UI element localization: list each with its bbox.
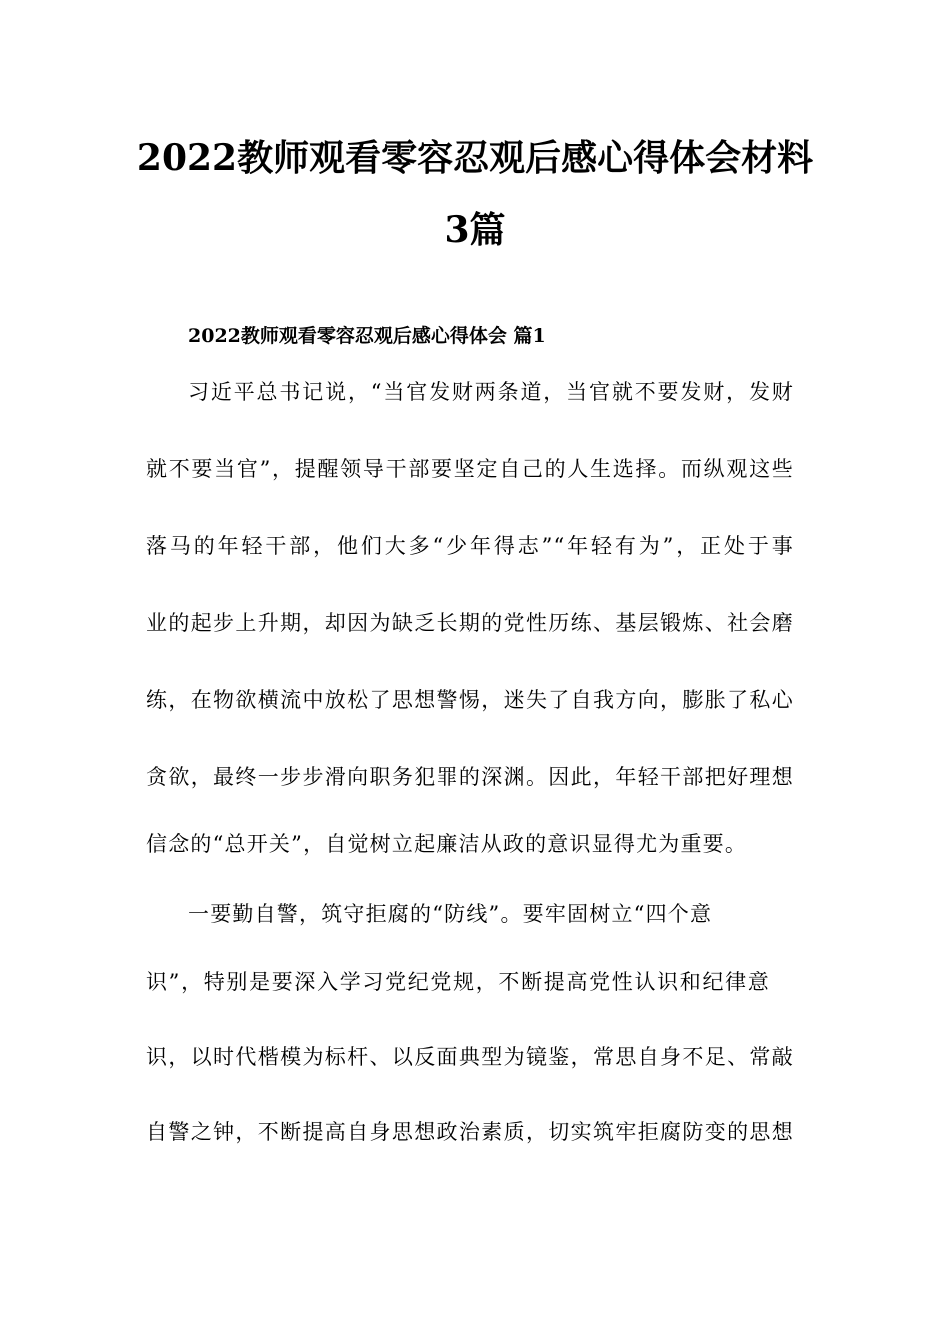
paragraph-2-line-4: 自警之钟，不断提高自身思想政治素质，切实筑牢拒腐防变的思想 — [146, 1120, 794, 1144]
paragraph-1-line-2: 就不要当官”，提醒领导干部要坚定自己的人生选择。而纵观这些 — [146, 457, 794, 481]
document-title-line-1: 2022教师观看零容忍观后感心得体会材料 — [136, 137, 814, 179]
paragraph-1-line-3: 落马的年轻干部，他们大多“少年得志”“年轻有为”，正处于事 — [146, 534, 794, 558]
paragraph-2-line-2: 识”，特别是要深入学习党纪党规，不断提高党性认识和纪律意 — [146, 970, 770, 994]
section-heading: 2022教师观看零容忍观后感心得体会 篇1 — [188, 325, 546, 347]
document-title-line-2: 3篇 — [444, 209, 506, 251]
paragraph-1-line-4: 业的起步上升期，却因为缺乏长期的党性历练、基层锻炼、社会磨 — [146, 611, 794, 635]
paragraph-1-line-7: 信念的“总开关”，自觉树立起廉洁从政的意识显得尤为重要。 — [146, 832, 748, 856]
paragraph-2-line-3: 识，以时代楷模为标杆、以反面典型为镜鉴，常思自身不足、常敲 — [146, 1045, 794, 1069]
paragraph-2-line-1: 一要勤自警，筑守拒腐的“防线”。要牢固树立“四个意 — [188, 902, 713, 926]
paragraph-1-line-1: 习近平总书记说，“当官发财两条道，当官就不要发财，发财 — [188, 380, 794, 404]
paragraph-1-line-6: 贪欲，最终一步步滑向职务犯罪的深渊。因此，年轻干部把好理想 — [146, 765, 794, 789]
paragraph-1-line-5: 练，在物欲横流中放松了思想警惕，迷失了自我方向，膨胀了私心 — [146, 688, 794, 712]
